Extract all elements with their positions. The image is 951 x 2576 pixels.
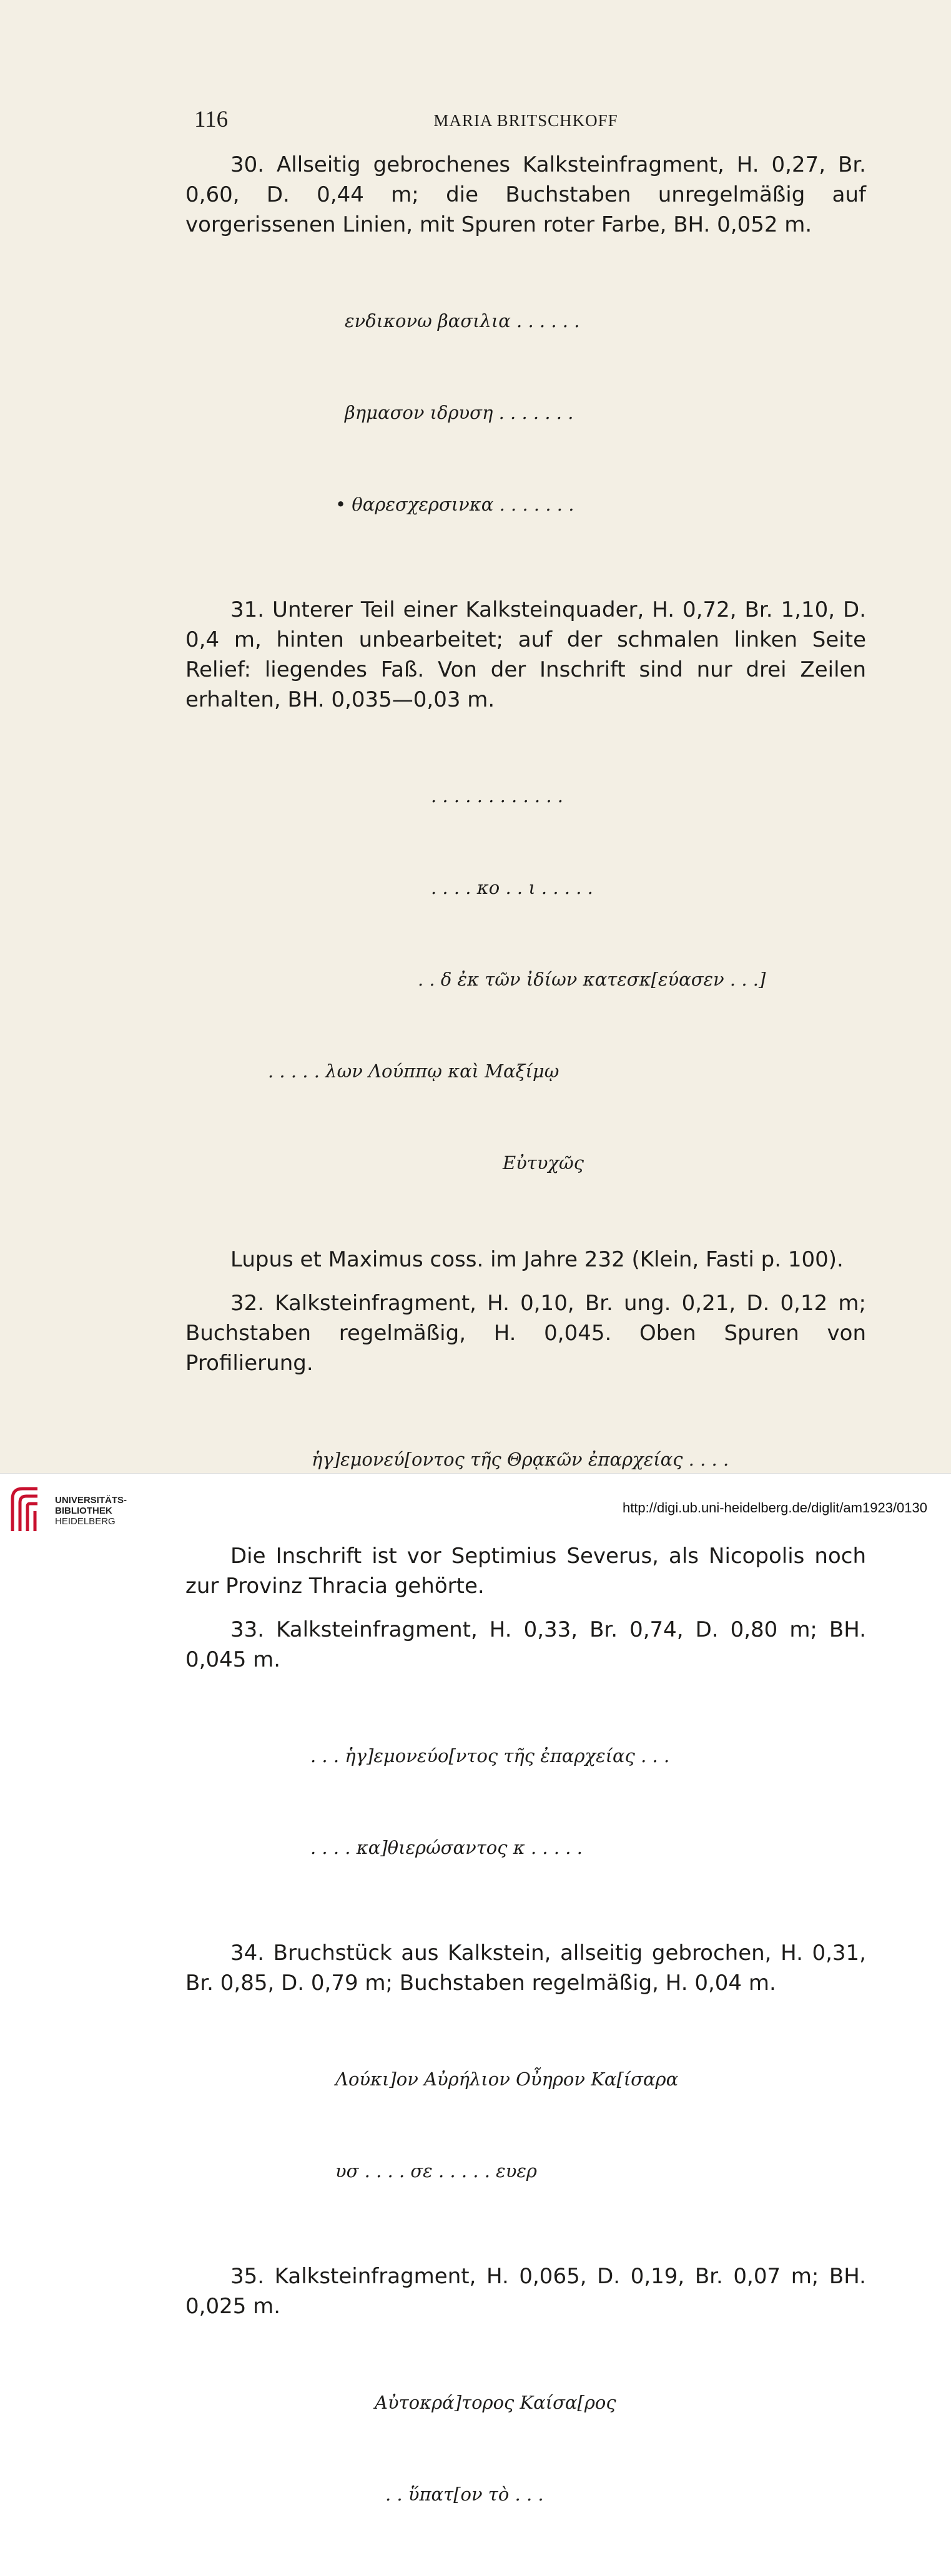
inscription-line: Εὐτυχῶς xyxy=(503,1152,584,1173)
page-header xyxy=(185,106,866,144)
inscription-line: ἡγ]εμονεύ[οντος τῆς Θρᾳκῶν ἐπαρχείας . . . . xyxy=(312,1449,729,1470)
inscription-line: ενδικονω βασιλια . . . . . . xyxy=(345,310,580,331)
inscription-line: βημασον ιδρυση . . . . . . . xyxy=(345,402,574,423)
inscription-text xyxy=(185,2326,866,2571)
inscription-text xyxy=(185,1680,866,1924)
library-name: UNIVERSITÄTS- BIBLIOTHEK HEIDELBERG xyxy=(55,1495,127,1527)
inscription-line: . . . . . λων Λούππῳ καὶ Μαξίμῳ xyxy=(268,1060,559,1082)
inscription-line: Αὐτοκρά]τορος Καίσα[ρος xyxy=(375,2392,616,2413)
viewer-footer xyxy=(0,1473,951,1544)
inscription-line: . . . . . . . . . . . . xyxy=(431,785,564,806)
inscription-line: . . . ἡγ]εμονεύο[ντος τῆς ἐπαρχείας . . . xyxy=(310,1745,670,1766)
entry-33 xyxy=(185,1615,866,1924)
inscription-line: υσ . . . . σε . . . . . ευερ xyxy=(335,2160,537,2182)
entry-35 xyxy=(185,2261,866,2571)
page-number: 116 xyxy=(194,107,229,132)
inscription-text xyxy=(185,2003,866,2248)
entry-description: 33. Kalksteinfragment, H. 0,33, Br. 0,74, D. 0,80 m; BH. 0,045 m. xyxy=(185,1617,866,1672)
entry-description: 31. Unterer Teil einer Kalksteinquader, H. 0,72, Br. 1,10, D. 0,4 m, hinten unbearbeitet; auf der schmalen linken Seite Relief: liegendes Faß. Von der Inschrift sind nur drei Zeilen erhalten, BH. 0,035—0,03 m. xyxy=(185,597,866,712)
inscription-line: . . . . κο . . ι . . . . . xyxy=(431,877,593,898)
entry-note: Die Inschrift ist vor Septimius Severus, als Nicopolis noch zur Provinz Thracia gehörte. xyxy=(185,1544,866,1599)
page-content xyxy=(185,106,866,2576)
entry-32 xyxy=(185,1288,866,1601)
entry-description: 30. Allseitig gebrochenes Kalksteinfragment, H. 0,27, Br. 0,60, D. 0,44 m; die Buchstaben unregelmäßig auf vorgerissenen Linien, mit Spuren roter Farbe, BH. 0,052 m. xyxy=(185,152,866,237)
inscription-text xyxy=(185,720,866,1240)
entry-note: Lupus et Maximus coss. im Jahre 232 (Klein, Fasti p. 100). xyxy=(230,1247,844,1272)
entry-30 xyxy=(185,150,866,581)
inscription-line: . . . . κα]θιερώσαντος κ . . . . . xyxy=(310,1837,583,1858)
university-library-logo-icon xyxy=(9,1484,49,1535)
entry-description: 32. Kalksteinfragment, H. 0,10, Br. ung. 0,21, D. 0,12 m; Buchstaben regelmäßig, H. 0,045. Oben Spuren von Profilierung. xyxy=(185,1291,866,1376)
inscription-line: Λούκι]ον Αὐρήλιον Οὖηρον Κα[ίσαρα xyxy=(335,2069,679,2090)
permalink-url[interactable]: http://digi.ub.uni-heidelberg.de/diglit/am1923/0130 xyxy=(622,1500,927,1516)
running-head: MARIA BRITSCHKOFF xyxy=(433,111,618,130)
inscription-line: . . δ ἐκ τῶν ἰδίων κατεσκ[εύασεν . . .] xyxy=(418,969,766,990)
inscription-line: • θαρεσχερσινκα . . . . . . . xyxy=(335,494,574,515)
entry-31 xyxy=(185,595,866,1275)
entry-description: 35. Kalksteinfragment, H. 0,065, D. 0,19, Br. 0,07 m; BH. 0,025 m. xyxy=(185,2264,866,2319)
entry-description: 34. Bruchstück aus Kalkstein, allseitig gebrochen, H. 0,31, Br. 0,85, D. 0,79 m; Buchstaben regelmäßig, H. 0,04 m. xyxy=(185,1941,866,1996)
inscription-line: . . ὕπατ[ον τὸ . . . xyxy=(385,2484,544,2505)
inscription-text xyxy=(185,245,866,581)
entry-34 xyxy=(185,1938,866,2248)
